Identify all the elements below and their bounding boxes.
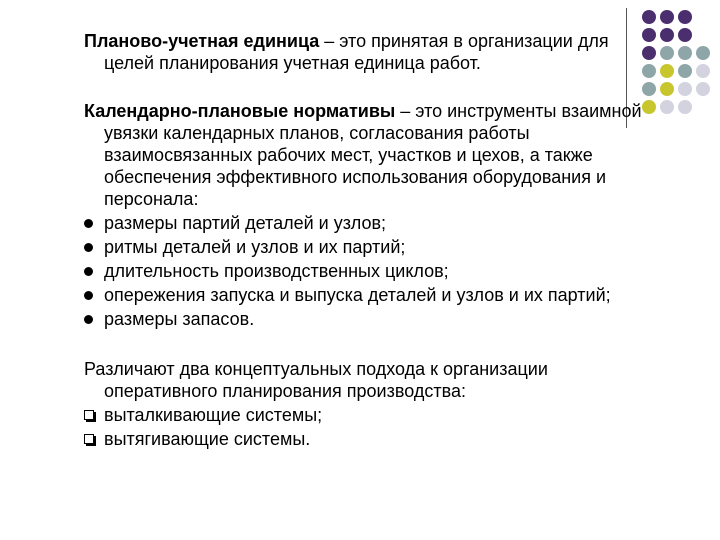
list-item — [84, 308, 644, 330]
decorative-dot — [642, 46, 656, 60]
definition-text: – это принятая в организации для целей планирования учетная единица работ. — [104, 31, 609, 73]
decorative-dot — [660, 28, 674, 42]
list-item-text: размеры партий деталей и узлов; — [104, 213, 387, 233]
decorative-dot — [660, 64, 674, 78]
decorative-dot — [642, 28, 656, 42]
decorative-dot — [642, 100, 656, 114]
term-calendar-norms: Календарно-плановые нормативы — [84, 101, 396, 121]
disc-bullet-icon — [84, 315, 93, 324]
decorative-dot — [678, 46, 692, 60]
decorative-dot — [678, 64, 692, 78]
decorative-dot — [660, 100, 674, 114]
decorative-dot — [678, 10, 692, 24]
term-planning-unit: Планово-учетная единица — [84, 31, 320, 51]
approaches-intro: Различают два концептуальных подхода к организации оперативного планирования производства: — [84, 359, 548, 401]
square-bullet-icon — [84, 410, 94, 420]
disc-bullet-icon — [84, 291, 93, 300]
list-item — [84, 236, 644, 258]
disc-bullet-icon — [84, 219, 93, 228]
disc-bullet-icon — [84, 243, 93, 252]
square-bullet-icon — [84, 434, 94, 444]
list-item — [84, 212, 644, 234]
decorative-dot-grid — [640, 10, 720, 120]
definition-planning-unit — [84, 30, 644, 74]
norms-list — [84, 212, 644, 330]
list-item — [84, 260, 644, 282]
decorative-dot — [660, 10, 674, 24]
slide-body — [84, 30, 644, 452]
list-item — [84, 428, 644, 450]
definition-calendar-norms — [84, 100, 644, 210]
list-item — [84, 284, 644, 306]
definition-text: – это инструменты взаимной увязки календарных планов, согласования работы взаимосвязанных рабочих мест, участков и цехов, а также обеспечения эффективного использования оборудования и персонала: — [104, 101, 642, 209]
decorative-dot — [642, 10, 656, 24]
decorative-dot — [678, 28, 692, 42]
decorative-dot — [660, 82, 674, 96]
decorative-dot — [678, 100, 692, 114]
approaches-list — [84, 404, 644, 450]
decorative-dot — [696, 82, 710, 96]
decorative-dot — [642, 82, 656, 96]
list-item-text: ритмы деталей и узлов и их партий; — [104, 237, 406, 257]
list-item-text: вытягивающие системы. — [104, 429, 311, 449]
decorative-dot — [696, 64, 710, 78]
decorative-dot — [696, 46, 710, 60]
decorative-dot — [642, 64, 656, 78]
decorative-dot — [660, 46, 674, 60]
list-item-text: длительность производственных циклов; — [104, 261, 449, 281]
list-item-text: опережения запуска и выпуска деталей и узлов и их партий; — [104, 285, 611, 305]
list-item — [84, 404, 644, 426]
decorative-dot — [678, 82, 692, 96]
list-item-text: размеры запасов. — [104, 309, 255, 329]
disc-bullet-icon — [84, 267, 93, 276]
list-item-text: выталкивающие системы; — [104, 405, 323, 425]
